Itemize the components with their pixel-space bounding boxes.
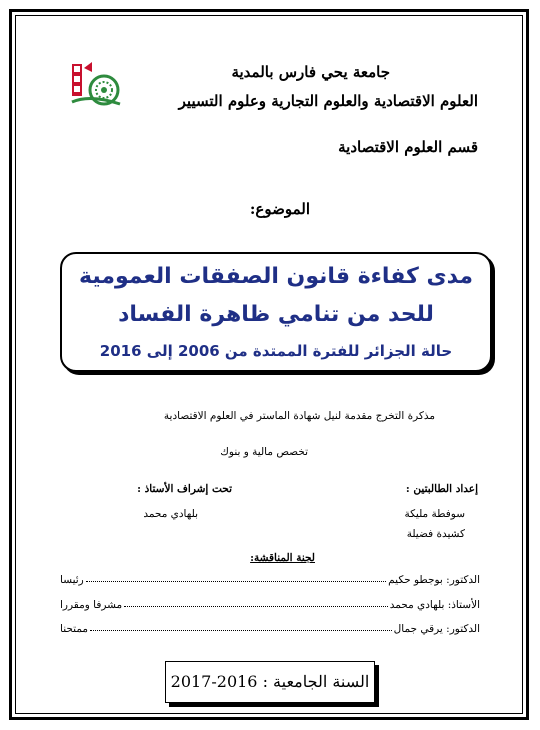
subject-label: الموضوع:	[249, 200, 310, 218]
supervisor-label: تحت إشراف الأستاذ :	[137, 483, 232, 495]
dotted-leader	[86, 581, 386, 582]
committee-member-name: الأستاذ: بلهادي محمد	[389, 599, 480, 611]
title-box	[60, 252, 492, 372]
committee-label: لجنة المناقشة:	[250, 552, 315, 564]
specialty: تخصص مالية و بنوك	[220, 446, 308, 458]
committee-member-name: الدكتور: بوجطو حكيم	[388, 574, 480, 586]
student-2: كشيدة فضيلة	[406, 528, 465, 540]
committee-member-role: مشرفا ومقررا	[60, 599, 123, 611]
thesis-title-line2: للحد من تنامي ظاهرة الفساد	[118, 302, 434, 327]
dotted-leader	[124, 606, 388, 607]
committee-member-2	[60, 593, 480, 611]
faculty-name: العلوم الاقتصادية والعلوم التجارية وعلوم التسيير	[178, 92, 478, 110]
committee-member-role: ممتحنا	[60, 623, 89, 635]
university-logo-icon	[70, 58, 122, 110]
prepared-by-label: إعداد الطالبتين :	[405, 483, 478, 495]
thesis-title-line1: مدى كفاءة قانون الصفقات العمومية	[79, 264, 473, 289]
supervisor-name: بلهادي محمد	[143, 508, 198, 520]
academic-year: السنة الجامعية : 2016-2017	[165, 661, 375, 703]
memo-statement: مذكرة التخرج مقدمة لنيل شهادة الماستر في العلوم الاقتصادية	[163, 410, 435, 422]
committee-member-name: الدكتور: يرقي جمال	[393, 623, 480, 635]
thesis-case-study: حالة الجزائر للفترة الممتدة من 2006 إلى 2016	[99, 342, 453, 360]
committee-member-3	[60, 617, 480, 635]
department-name: قسم العلوم الاقتصادية	[338, 138, 478, 156]
committee-member-role: رئيسا	[60, 574, 84, 586]
student-1: سوفطة مليكة	[404, 508, 465, 520]
committee-member-1	[60, 568, 480, 586]
dotted-leader	[90, 630, 392, 631]
university-name: جامعة يحي فارس بالمدية	[231, 63, 390, 81]
